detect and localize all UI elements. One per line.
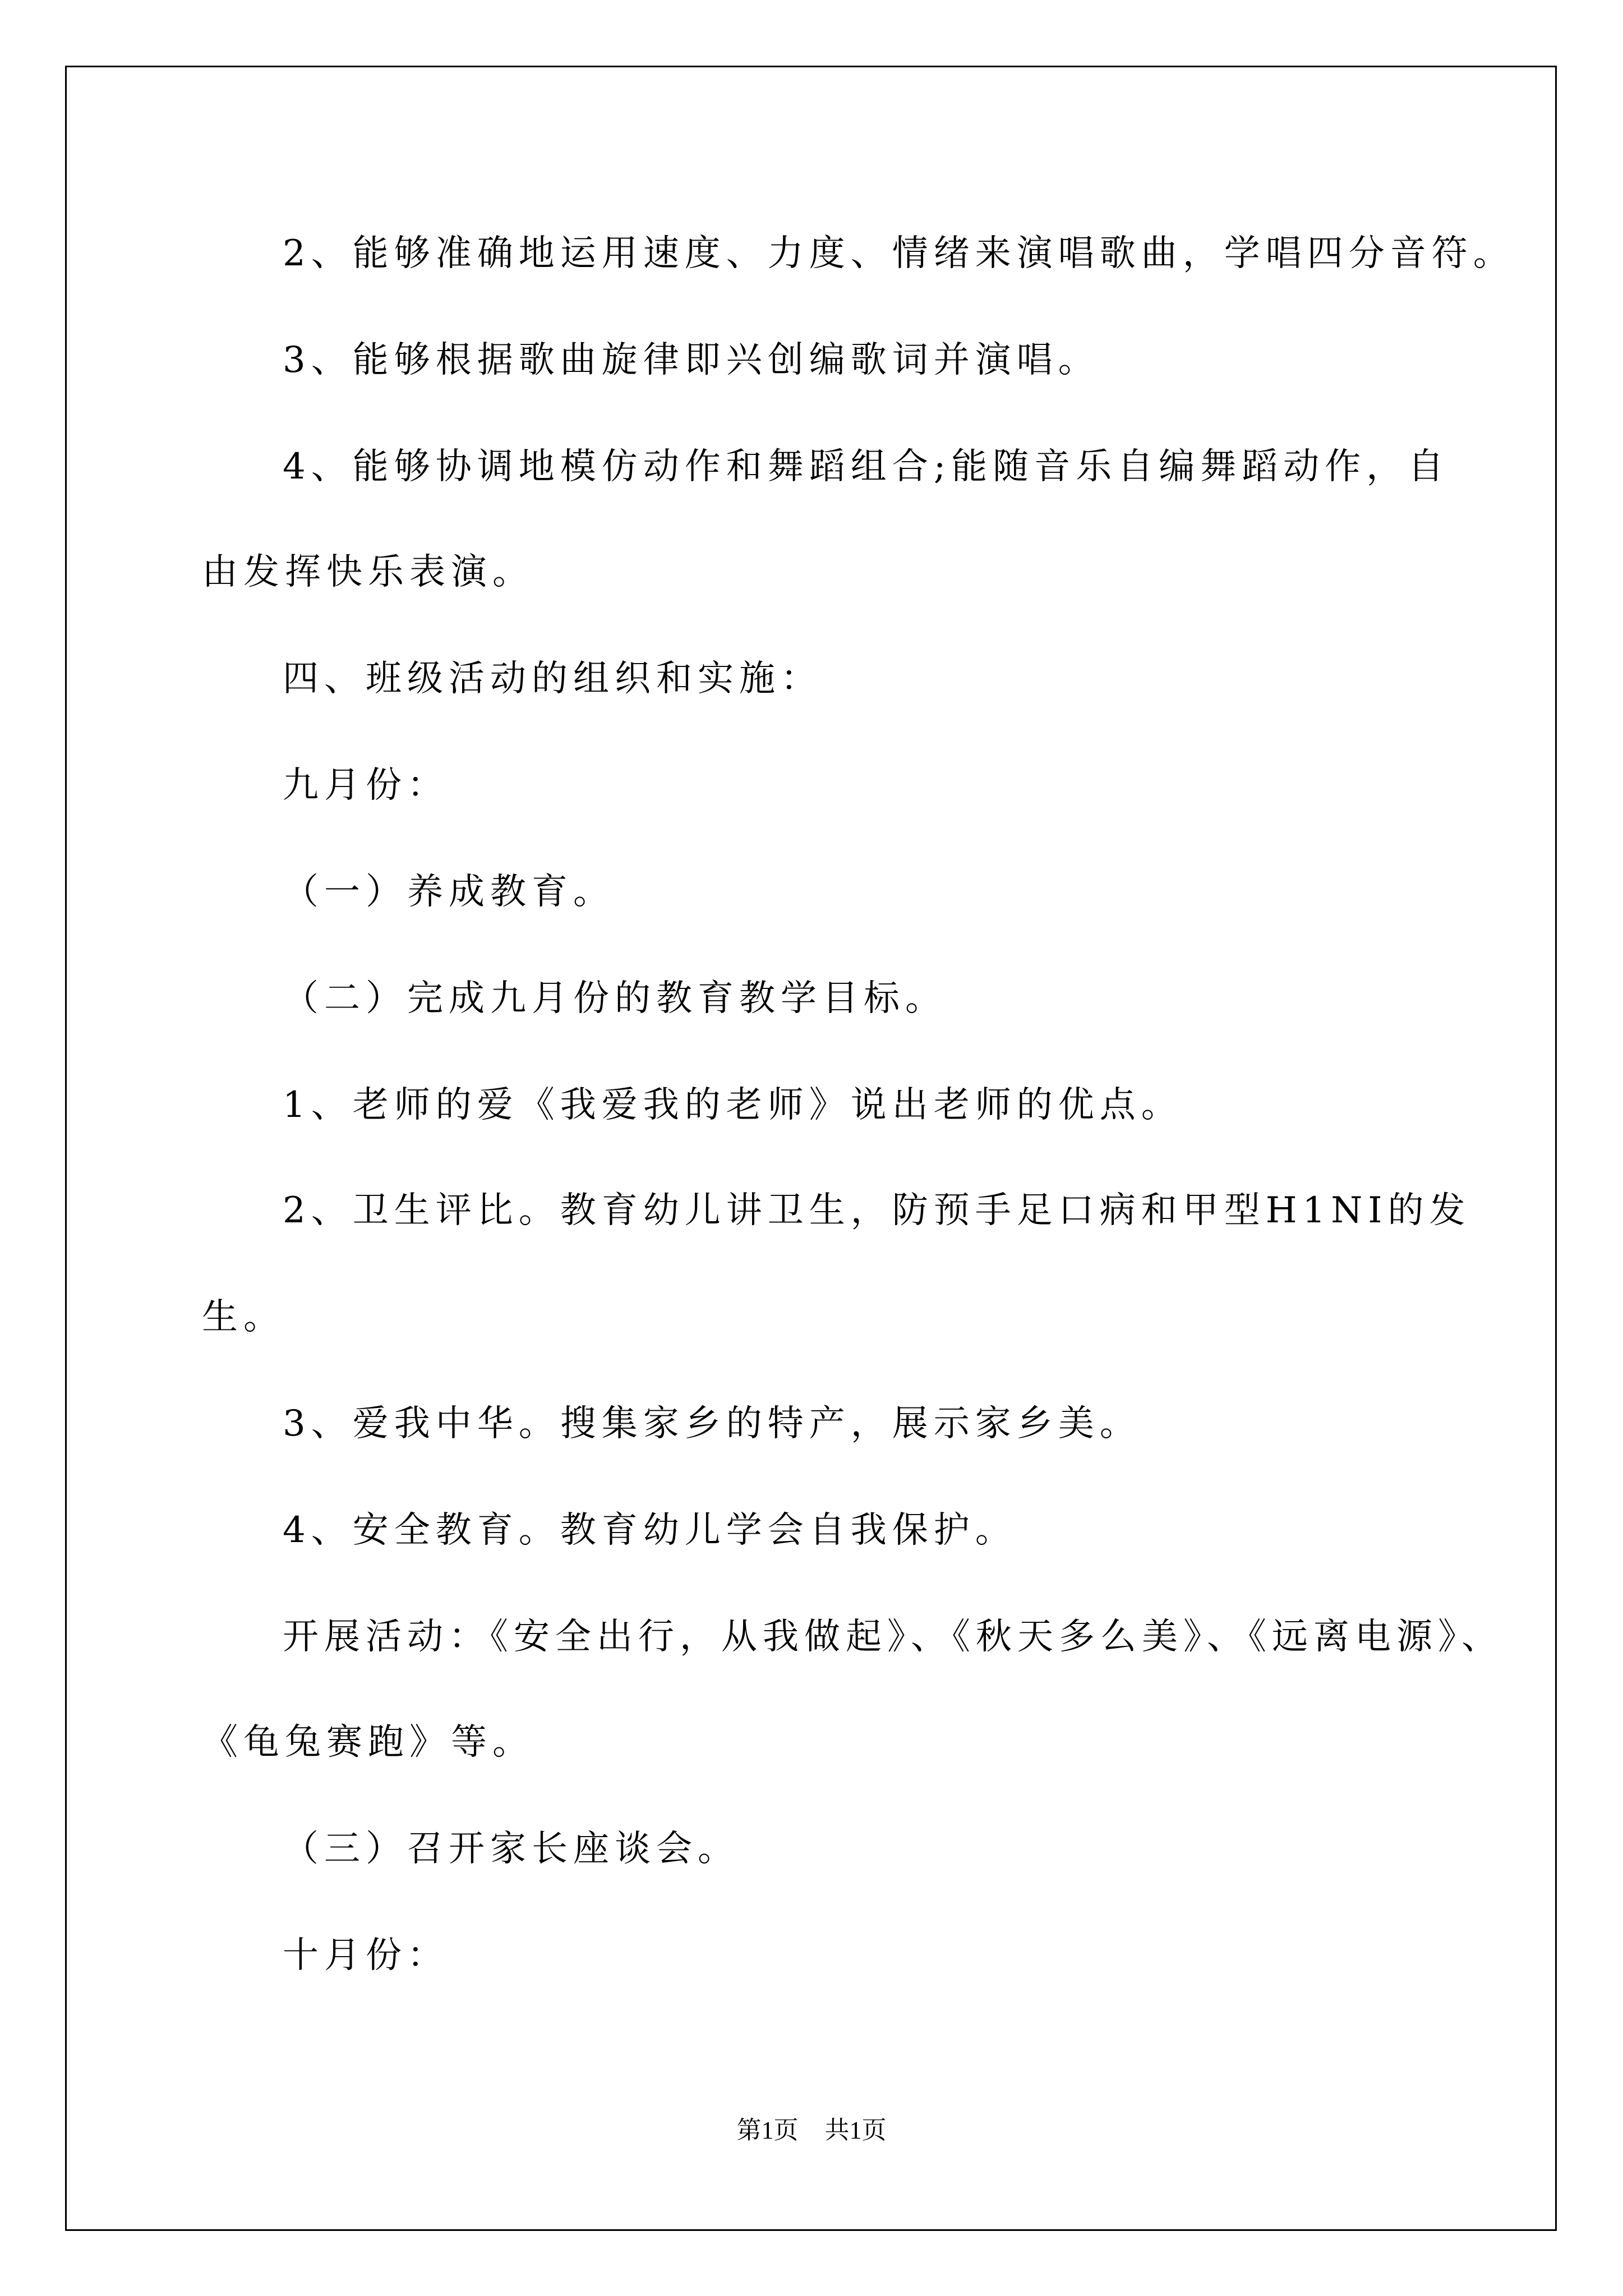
page-border [65, 66, 1557, 2231]
section-heading: 四、班级活动的组织和实施： [283, 658, 822, 700]
paragraph-line: 4、安全教育。教育幼儿学会自我保护。 [283, 1510, 1017, 1551]
paragraph-line: 开展活动：《安全出行，从我做起》、《秋天多么美》、《远离电源》、 [283, 1616, 1503, 1658]
page-number: 第1页 [736, 2116, 799, 2144]
paragraph-line: （二）完成九月份的教育教学目标。 [283, 978, 947, 1019]
paragraph-line: 3、能够根据歌曲旋律即兴创编歌词并演唱。 [283, 339, 1100, 381]
paragraph-line: 1、老师的爱《我爱我的老师》说出老师的优点。 [283, 1084, 1183, 1126]
paragraph-line: 3、爱我中华。搜集家乡的特产，展示家乡美。 [283, 1403, 1141, 1444]
page-total: 共1页 [824, 2116, 887, 2144]
month-heading: 十月份： [283, 1935, 449, 1976]
paragraph-line: （三）召开家长座谈会。 [283, 1828, 739, 1870]
paragraph-line: （一）养成教育。 [283, 871, 615, 913]
month-heading: 九月份： [283, 765, 449, 806]
paragraph-line: 生。 [202, 1296, 285, 1338]
page-footer [0, 2115, 1623, 2146]
paragraph-line: 由发挥快乐表演。 [202, 551, 534, 593]
paragraph-line: 《龟兔赛跑》等。 [202, 1722, 534, 1763]
paragraph-line: 4、能够协调地模仿动作和舞蹈组合;能随音乐自编舞蹈动作，自 [283, 446, 1450, 487]
paragraph-line: 2、卫生评比。教育幼儿讲卫生，防预手足口病和甲型H1NI的发 [283, 1190, 1471, 1231]
paragraph-line: 2、能够准确地运用速度、力度、情绪来演唱歌曲，学唱四分音符。 [283, 233, 1515, 274]
